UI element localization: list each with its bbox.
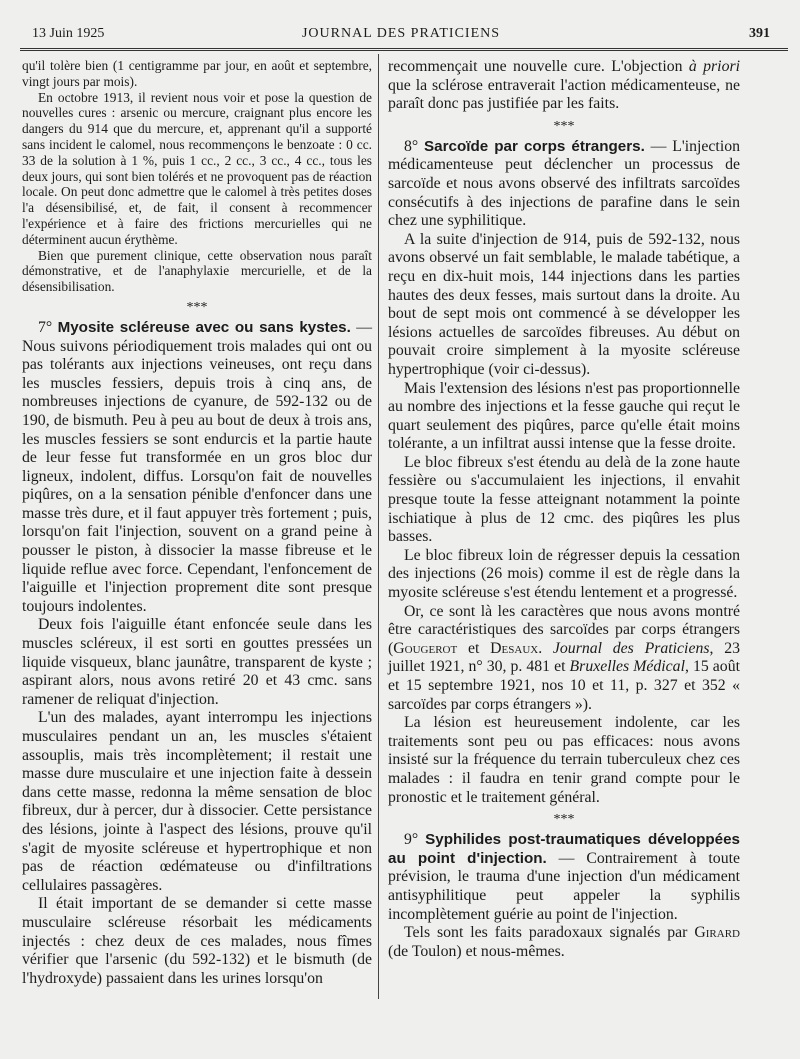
journal-reference: Journal des Praticiens [552,639,710,657]
section-separator: *** [553,118,575,134]
section-8-paragraph [388,138,740,231]
paragraph [388,924,740,961]
paragraph: Bien que purement clinique, cette observation nous paraît démonstrative, et de l'anaphylaxie mercurielle, et de la désensibilisation. [22,247,372,295]
section-7-text: — Nous suivons périodiquement trois malades qui ont ou pas tolérants aux injections veineuses, ont reçu dans les muscles fessiers, depuis trois à cinq ans, de nombreuses injections de cyanure, de 592-132 ou de 190, de bismuth. Peu à peu au bout de deux à trois ans, les muscles fessiers se sont endurcis et la partie haute de leur fesse fut transformée en un gros bloc dur ligneux, indolent, diffus. Lorsqu'on fait de nouvelles piqûres, on a la sensation pénible d'enfoncer dans une masse très dure, et il faut appuyer très fortement ; puis, lorsqu'on fait l'injection, souvent on a grand peine à pousser le piston, à dissocier la masse fibreuse et le liquide reflue avec force. Cependant, l'enfoncement de l'aiguille et l'injection proprement dite sont presque toujours indolentes. [22,318,373,615]
paragraph: A la suite d'injection de 914, puis de 592-132, nous avons observé un fait semblable, le malade tabétique, a reçu en dix-huit mois, 144 injections dans les parties hautes des deux fesses, mais surtout dans la droite. Au bout de sept mois ont commencé à se développer les lésions actuelles de sarcoïdes fibreuses. Au début on pouvait croire simplement à la myosite scléreuse hypertrophique (voir ci-dessus). [388,230,740,378]
section-9-title: Syphilides post-traumatiques développées au point d'injection. [388,831,741,867]
paragraph: Le bloc fibreux loin de régresser depuis la cessation des injections (26 mois) comme il est de règle dans la myosite scléreuse s'est étendu lentement et a progressé. [388,546,740,602]
section-7-title: Myosite scléreuse avec ou sans kystes. [57,318,351,336]
author-name: Desaux [490,639,539,657]
journal-title: JOURNAL DES PRATICIENS [301,26,501,41]
text-run: Or, ce sont là les caractères que nous avons montré être caractéristiques des sarcoïdes par corps étrangers ( [388,602,740,657]
left-column [22,58,372,988]
text-run: et [457,639,491,657]
text-run: (de Toulon) et nous-mêmes. [388,942,565,960]
section-9-text: — Contrairement à toute prévision, le trauma d'une injection d'un médicament antisyphilitique peut appeler la syphilis incomplètement guérie au point de l'injection. [388,849,740,923]
author-name: Girard [694,924,740,942]
text-run: , 23 juillet 1921, n° 30, p. 481 et [388,639,740,676]
paragraph: La lésion est heureusement indolente, car les traitements sont peu ou pas efficaces: nous avons insisté sur la fréquence du terrain tuberculeux chez ces malades : il faudra en tenir grand compte pour le pronostic et le traitement général. [388,714,740,806]
italic-run: à priori [688,58,741,75]
text-run: recommençait une nouvelle cure. L'objection [388,58,689,75]
paragraph: En octobre 1913, il revient nous voir et pose la question de nouvelles cures : arsenic ou mercure, craignant plus encore les dangers du 914 que du mercure, et, apprenant qu'il a supporté sans incident le calomel, nous recommençons le benzoate : 0 cc. 33 de la solution à 1 %, puis 1 cc., 2 cc., 3 cc., 4 cc., tous les deux jours, qui sont bien tolérés et ne provoquent pas de réaction locale. On peut donc admettre que le calomel à très petites doses l'a désensibilisé, et, de fait, il consent à recommencer l'expérience et à faire des frictions mercurielles qui ne déterminent aucun érythème. [22,89,372,247]
section-number: 7° [38,318,58,336]
right-column [388,58,740,961]
section-number: 9° [404,831,426,849]
section-separator: *** [553,812,575,828]
paragraph: qu'il tolère bien (1 centigramme par jour, en août et septembre, vingt jours par mois). [22,58,372,89]
paragraph [388,58,740,114]
author-name: Gougerot [393,639,458,657]
column-divider [378,54,379,999]
paragraph: Mais l'extension des lésions n'est pas proportionnelle au nombre des injections et la fesse gauche qui reçut le quart seulement des piqûres, parce qu'elle était moins tolérante, a un infiltrat aussi intense que la fesse droite. [388,379,740,453]
text-run: , 15 août et 15 septembre 1921, nos 10 et 11, p. 327 et 352 « sarcoïdes par corps étrangers »). [388,658,740,713]
section-number: 8° [404,137,425,155]
text-run: . [538,639,553,657]
paragraph [388,603,740,715]
text-run: que la sclérose entraverait l'action médicamenteuse, ne paraît donc pas justifiée par les faits. [388,76,740,113]
page-number: 391 [749,26,770,41]
section-7-paragraph [22,319,372,617]
issue-date: 13 Juin 1925 [32,26,105,41]
header-rule [20,48,788,51]
paragraph: Deux fois l'aiguille étant enfoncée seule dans les muscles scléreux, il est sorti en gouttes pressées un liquide visqueux, blanc jaunâtre, transparent de kyste ; aspirant alors, nous avons retiré 20 et 43 cmc. sans ramener de reliquat d'injection. [22,616,372,708]
paragraph: Le bloc fibreux s'est étendu au delà de la zone haute fessière ou s'accumulaient les injections, il envahit presque toute la fesse atteignant notamment la pointe ischiatique à plus de 12 cmc. des piqûres les plus basses. [388,453,740,546]
paragraph: L'un des malades, ayant interrompu les injections musculaires pendant un an, les muscles s'étaient assouplis, mais très incomplètement; il restait une masse dure musculaire et une injection faite à dessein dans cette masse, redonna la même sensation de bloc fibreux, dur à percer, dur à dissocier. Cette persistance des lésions, jointe à l'aspect des lésions, prouve qu'il s'agit de myosite scléreuse et hypertrophique et non pas de réaction œdémateuse ou d'infiltrations cellulaires passagères. [22,709,372,894]
section-8-title: Sarcoïde par corps étrangers. [424,137,645,155]
running-header [32,26,770,46]
paragraph: Il était important de se demander si cette masse musculaire scléreuse résorbait les médicaments injectés : chez deux de ces malades, nous fîmes vérifier que l'arsenic (du 592-132) et le bismuth (de l'hydroxyde) passaient dans les urines lorsqu'on [22,895,372,987]
section-separator: *** [186,299,208,315]
section-8-text: — L'injection médicamenteuse peut déclencher un processus de sarcoïde et nous avons observé des infiltrats sarcoïdes consécutifs à des injections de parafine dans le sein chez une syphilitique. [388,137,741,230]
section-9-paragraph [388,831,740,924]
text-run: Tels sont les faits paradoxaux signalés par [404,924,695,942]
journal-reference: Bruxelles Médical [569,658,685,676]
